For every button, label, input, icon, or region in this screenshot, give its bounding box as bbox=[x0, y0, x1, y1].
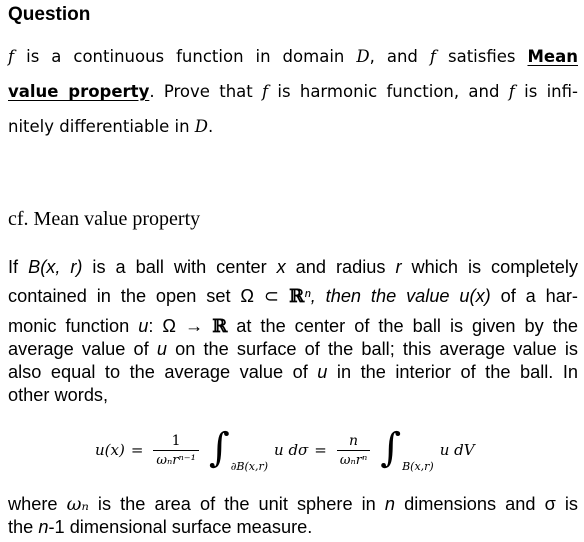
t: at the center of the ball is given by the bbox=[227, 316, 579, 336]
t: average value of bbox=[8, 339, 157, 359]
t: monic function bbox=[8, 316, 139, 336]
t: is the area of the unit sphere in bbox=[88, 494, 385, 514]
text: satisfies bbox=[448, 47, 516, 66]
t: ωₙ bbox=[66, 494, 89, 515]
t: u bbox=[138, 316, 149, 336]
explanation-line-3 bbox=[8, 315, 578, 338]
text: . bbox=[208, 117, 214, 136]
t: which is completely bbox=[401, 257, 578, 277]
fraction-1-numerator: 1 bbox=[171, 432, 181, 449]
fraction-2-numerator: n bbox=[349, 432, 359, 449]
math-D: D bbox=[194, 117, 209, 136]
t: where bbox=[8, 494, 67, 514]
cf-title: cf. Mean value property bbox=[8, 208, 201, 230]
text: . Prove that bbox=[149, 82, 253, 101]
t: r bbox=[395, 257, 402, 277]
fraction-2 bbox=[337, 433, 370, 468]
integral-sign: ∫ bbox=[208, 425, 230, 471]
math-D: D bbox=[356, 47, 370, 66]
footer-line-1 bbox=[8, 493, 578, 516]
question-heading: Question bbox=[8, 4, 91, 25]
text: , and bbox=[369, 47, 418, 66]
t: u bbox=[156, 339, 167, 359]
text: is a continuous function in domain bbox=[26, 47, 345, 66]
t: of a har- bbox=[490, 286, 578, 306]
question-line-1 bbox=[8, 39, 578, 74]
t: x bbox=[276, 257, 286, 277]
text: is harmonic function, and bbox=[277, 82, 500, 101]
t: n bbox=[38, 517, 49, 537]
t: in the interior of the ball. In bbox=[327, 362, 579, 382]
mean-value-property-term: value property bbox=[8, 82, 150, 101]
t: ⁿ, then the value bbox=[304, 286, 460, 306]
t: B(x, r) bbox=[28, 257, 83, 277]
explanation-line-6: other words, bbox=[8, 385, 109, 405]
t: u bbox=[317, 362, 328, 382]
fraction-1 bbox=[153, 433, 198, 468]
t: ℝ bbox=[212, 316, 228, 337]
equals-sign: = bbox=[314, 441, 327, 459]
integral-domain: B(x,r) bbox=[402, 459, 434, 473]
t: dimensions and σ is bbox=[395, 494, 579, 514]
t: on the surface of the ball; this average value is bbox=[166, 339, 578, 359]
t: : Ω → bbox=[148, 316, 213, 336]
math-f: f bbox=[8, 47, 15, 66]
equals-sign: = bbox=[130, 441, 144, 459]
integrand-1: u dσ bbox=[274, 441, 309, 459]
math-f: f bbox=[262, 82, 269, 101]
t: -1 dimensional surface measure. bbox=[48, 517, 313, 537]
t: and radius bbox=[285, 257, 396, 277]
integral-sign: ∫ bbox=[380, 425, 402, 471]
t: u(x) bbox=[459, 286, 491, 306]
integrand-2: u dV bbox=[439, 441, 475, 459]
question-line-2 bbox=[8, 74, 578, 109]
mean-value-formula bbox=[95, 420, 475, 480]
formula-lhs: u(x) bbox=[95, 441, 125, 459]
footer-line-2 bbox=[8, 516, 578, 539]
t: is a ball with center bbox=[82, 257, 277, 277]
explanation-line-5 bbox=[8, 361, 578, 384]
math-f: f bbox=[429, 47, 436, 66]
fraction-2-denominator: ωₙrⁿ bbox=[337, 450, 370, 468]
explanation-line-1 bbox=[8, 256, 578, 279]
t: the bbox=[8, 517, 39, 537]
integral-domain: ∂B(x,r) bbox=[230, 459, 269, 473]
math-f: f bbox=[508, 82, 515, 101]
text: nitely differentiable in bbox=[8, 117, 190, 136]
text: is infi- bbox=[524, 82, 578, 101]
t: n bbox=[384, 494, 395, 514]
t: If bbox=[8, 257, 29, 277]
question-line-3 bbox=[8, 109, 578, 144]
t: contained in the open set Ω ⊂ bbox=[8, 286, 289, 306]
t: also equal to the average value of bbox=[8, 362, 318, 382]
explanation-line-2 bbox=[8, 285, 578, 308]
fraction-1-denominator: ωₙrⁿ⁻¹ bbox=[153, 450, 198, 468]
explanation-line-4 bbox=[8, 338, 578, 361]
t: ℝ bbox=[288, 286, 305, 307]
mean-value-property-term: Mean bbox=[527, 47, 578, 66]
